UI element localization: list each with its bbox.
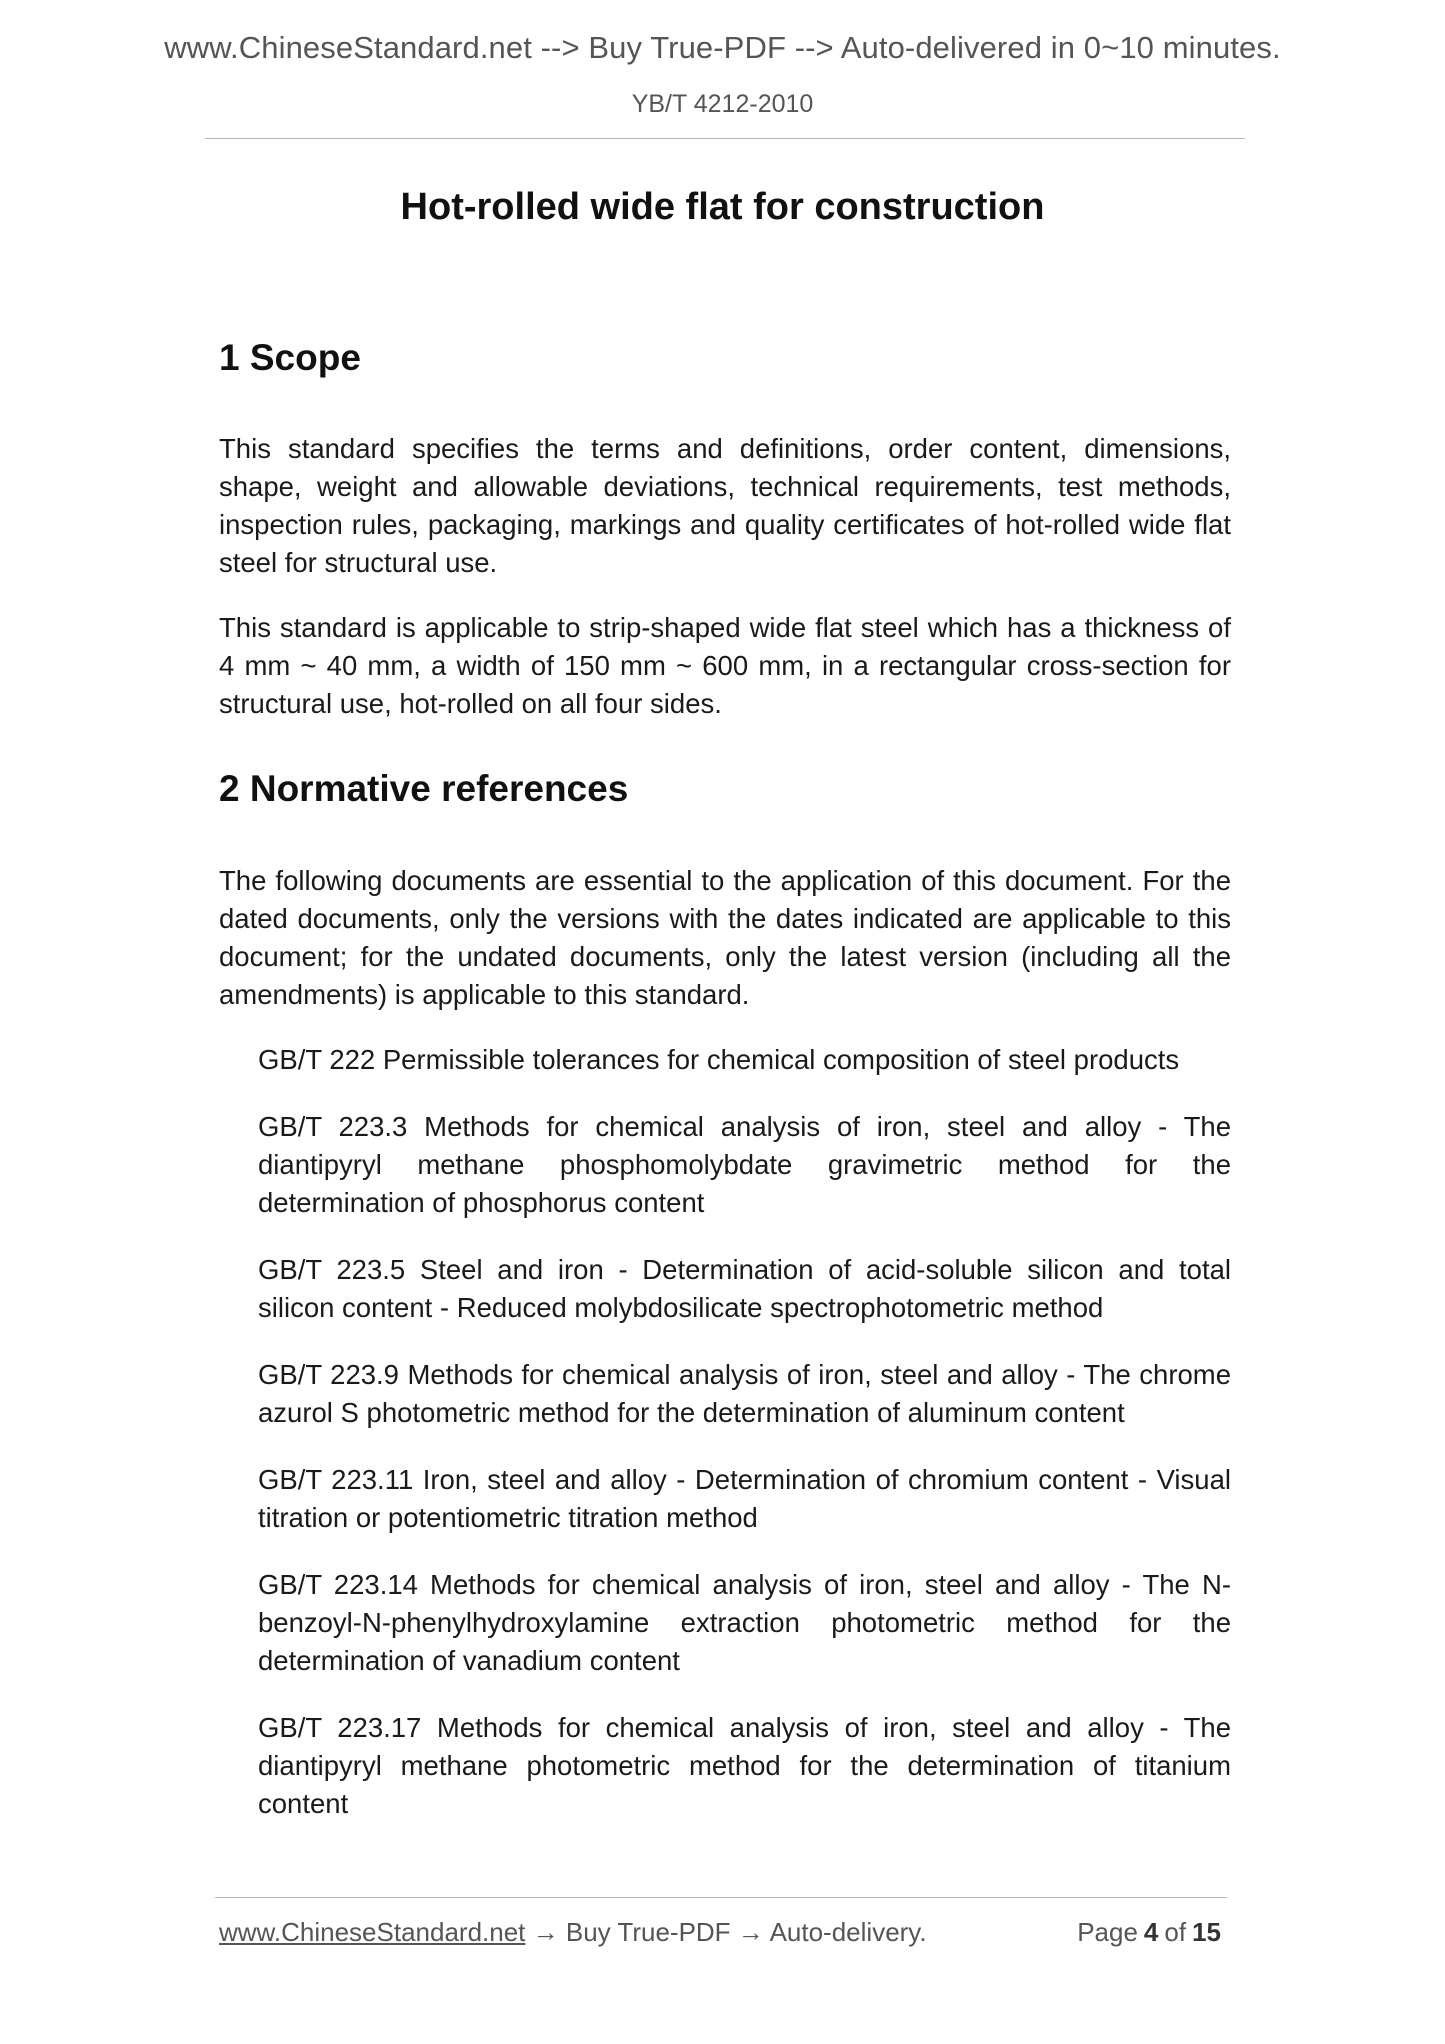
reference-item: GB/T 223.9 Methods for chemical analysis of iron, steel and alloy - The chrome azurol S photometric method for the determination of aluminum content	[258, 1359, 1231, 1428]
page-footer	[219, 1917, 1227, 1948]
header-divider	[205, 138, 1245, 139]
site-banner: www.ChineseStandard.net --> Buy True-PDF --> Auto-delivered in 0~10 minutes.	[164, 30, 1281, 65]
reference-item: GB/T 223.14 Methods for chemical analysis of iron, steel and alloy - The N-benzoyl-N-phenylhydroxylamine extraction photometric method for the determination of vanadium content	[258, 1569, 1231, 1676]
reference-item: GB/T 222 Permissible tolerances for chemical composition of steel products	[258, 1044, 1180, 1075]
section-heading-scope: 1 Scope	[219, 337, 361, 378]
reference-list	[219, 1041, 1231, 1823]
page-total: 15	[1192, 1917, 1221, 1947]
scope-paragraph-1: This standard specifies the terms and definitions, order content, dimensions, shape, weight and allowable deviations, technical requirements, test methods, inspection rules, packaging, markings and quality certificates of hot-rolled wide flat steel for structural use.	[219, 433, 1231, 578]
page-indicator	[1077, 1917, 1227, 1948]
reference-item: GB/T 223.17 Methods for chemical analysis of iron, steel and alloy - The diantipyryl methane photometric method for the determination of titanium content	[258, 1712, 1231, 1819]
page-of: of	[1164, 1917, 1187, 1947]
reference-item: GB/T 223.3 Methods for chemical analysis of iron, steel and alloy - The diantipyryl methane phosphomolybdate gravimetric method for the determination of phosphorus content	[258, 1111, 1231, 1218]
footer-divider	[215, 1897, 1227, 1898]
document-number: YB/T 4212-2010	[631, 90, 814, 118]
reference-item: GB/T 223.5 Steel and iron - Determination of acid-soluble silicon and total silicon content - Reduced molybdosilicate spectrophotometric method	[258, 1254, 1231, 1323]
page-label: Page	[1077, 1917, 1138, 1947]
section-heading-normative-references: 2 Normative references	[219, 768, 629, 809]
scope-paragraph-2: This standard is applicable to strip-shaped wide flat steel which has a thickness of 4 mm ~ 40 mm, a width of 150 mm ~ 600 mm, in a rectangular cross-section for structural use, hot-rolled on all four sides.	[219, 612, 1231, 719]
reference-item: GB/T 223.11 Iron, steel and alloy - Determination of chromium content - Visual titration or potentiometric titration method	[258, 1464, 1231, 1533]
page-current: 4	[1143, 1917, 1159, 1947]
footer-site-link[interactable]: www.ChineseStandard.net	[219, 1917, 526, 1947]
footer-left	[219, 1917, 927, 1947]
document-title: Hot-rolled wide flat for construction	[400, 186, 1045, 228]
footer-tagline: → Buy True-PDF → Auto-delivery.	[525, 1917, 927, 1947]
document-body	[219, 334, 1231, 1852]
references-intro: The following documents are essential to the application of this document. For the dated documents, only the versions with the dates indicated are applicable to this document; for the undated documents, only the latest version (including all the amendments) is applicable to this standard.	[219, 865, 1231, 1010]
